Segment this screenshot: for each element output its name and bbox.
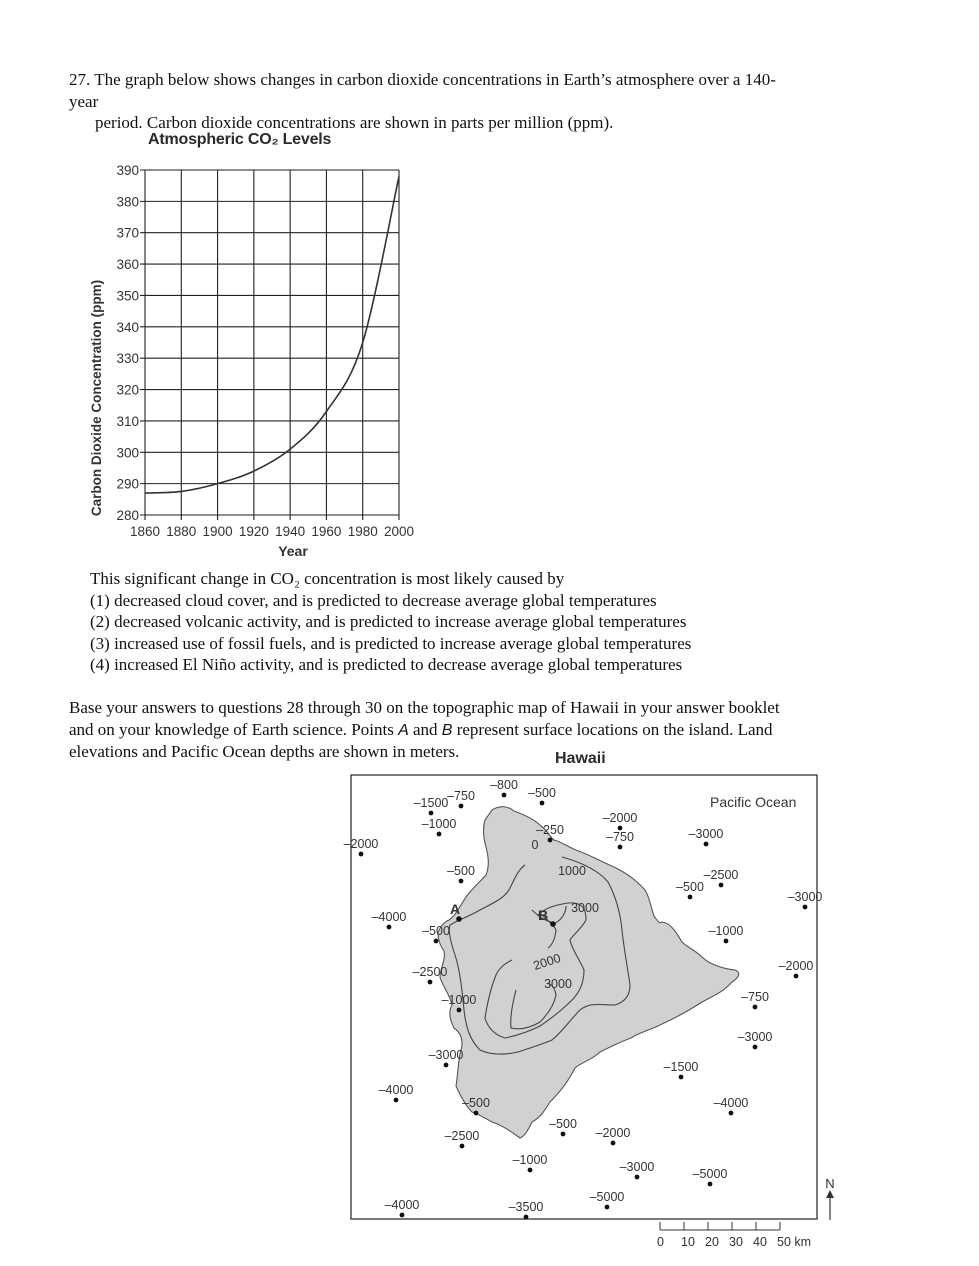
depth-point-label: –750: [606, 830, 634, 844]
passage-line-3: elevations and Pacific Ocean depths are shown in meters.: [69, 742, 460, 761]
chart-title: Atmospheric CO₂ Levels: [148, 131, 332, 148]
depth-point-label: –1000: [421, 817, 457, 831]
x-axis-ticks: [130, 524, 414, 539]
x-tick-label: 1960: [311, 524, 342, 539]
depth-point-label: –2000: [343, 837, 379, 851]
y-tick-label: 370: [116, 225, 139, 241]
depth-point-marker: [429, 811, 434, 816]
passage-28-30: [69, 697, 909, 763]
y-tick-label: 300: [116, 445, 139, 461]
contour-label-3000-south: 3000: [544, 977, 572, 991]
point-a-label: A: [450, 901, 461, 917]
scale-tick-label: 50 km: [777, 1235, 812, 1249]
depth-point-marker: [724, 939, 729, 944]
depth-point-marker: [474, 1111, 479, 1116]
co2-line-chart: [80, 150, 430, 565]
choice-1[interactable]: (1) decreased cloud cover, and is predicted to decrease average global temperatures: [90, 590, 657, 610]
depth-point-label: –3000: [619, 1160, 655, 1174]
depth-point-marker: [561, 1132, 566, 1137]
depth-point-marker: [502, 793, 507, 798]
depth-point-marker: [387, 925, 392, 930]
depth-point-marker: [528, 1168, 533, 1173]
depth-point-label: –3000: [737, 1030, 773, 1044]
scale-tick-label: 40: [753, 1235, 767, 1249]
depth-point-label: –5000: [589, 1190, 625, 1204]
depth-point-marker: [753, 1045, 758, 1050]
point-a-marker: [456, 916, 462, 922]
y-tick-label: 280: [116, 508, 139, 523]
depth-point-marker: [611, 1141, 616, 1146]
depth-point-label: –2500: [444, 1129, 480, 1143]
depth-point-marker: [618, 845, 623, 850]
x-tick-label: 1980: [347, 524, 378, 539]
depth-point-label: –3000: [428, 1048, 464, 1062]
contour-label-1000: 1000: [558, 864, 586, 878]
depth-point-marker: [394, 1098, 399, 1103]
depth-point-label: –800: [490, 778, 518, 792]
depth-point-label: –500: [462, 1096, 490, 1110]
depth-point-marker: [540, 801, 545, 806]
chart-grid: [140, 170, 399, 520]
y-tick-label: 380: [116, 194, 139, 210]
x-axis-label: Year: [278, 543, 308, 559]
depth-point-marker: [635, 1175, 640, 1180]
scale-tick-label: 10: [681, 1235, 695, 1249]
depth-point-marker: [605, 1205, 610, 1210]
depth-point-label: –3000: [688, 827, 724, 841]
x-tick-label: 1940: [275, 524, 306, 539]
depth-point-label: –500: [422, 924, 450, 938]
depth-point-marker: [548, 838, 553, 843]
depth-point-label: –2500: [412, 965, 448, 979]
depth-point-marker: [460, 1144, 465, 1149]
passage-line-1: Base your answers to questions 28 through 30 on the topographic map of Hawaii in your answer booklet: [69, 698, 780, 717]
y-tick-label: 350: [116, 288, 139, 304]
depth-point-marker: [428, 980, 433, 985]
point-b-marker: [550, 921, 556, 927]
y-tick-label: 320: [116, 382, 139, 398]
depth-point-label: –1500: [663, 1060, 699, 1074]
depth-point-marker: [729, 1111, 734, 1116]
depth-point-marker: [459, 804, 464, 809]
depth-point-marker: [400, 1213, 405, 1218]
depth-point-marker: [444, 1063, 449, 1068]
y-tick-label: 340: [116, 319, 139, 335]
depth-point-label: –500: [528, 786, 556, 800]
map-title: Hawaii: [555, 750, 606, 767]
depth-point-marker: [794, 974, 799, 979]
depth-point-marker: [753, 1005, 758, 1010]
depth-point-label: –500: [676, 880, 704, 894]
depth-point-label: –4000: [371, 910, 407, 924]
choice-2[interactable]: (2) decreased volcanic activity, and is predicted to increase average global temperatures: [90, 612, 687, 631]
depth-point-label: –1500: [413, 796, 449, 810]
co2-curve: [145, 176, 399, 493]
depth-point-marker: [719, 883, 724, 888]
depth-point-label: –3500: [508, 1200, 544, 1214]
scale-bar: [657, 1222, 811, 1249]
choice-4[interactable]: (4) increased El Niño activity, and is predicted to decrease average global temperatures: [90, 655, 683, 674]
ocean-label: Pacific Ocean: [710, 794, 797, 810]
x-tick-label: 1860: [129, 524, 161, 539]
scale-tick-label: 30: [729, 1235, 743, 1249]
depth-point-label: –2000: [602, 811, 638, 825]
depth-point-label: –1000: [441, 993, 477, 1007]
depth-point-label: –4000: [713, 1096, 749, 1110]
question-27-stem-line-1: 27. The graph below shows changes in carbon dioxide concentrations in Earth’s atmosphere over a 140-: [69, 70, 776, 89]
x-tick-label: 2000: [383, 524, 415, 539]
depth-point-label: –750: [447, 789, 475, 803]
depth-point-marker: [434, 939, 439, 944]
depth-point-label: –750: [741, 990, 769, 1004]
y-tick-label: 360: [116, 257, 139, 273]
choice-3[interactable]: (3) increased use of fossil fuels, and is predicted to increase average global temperatures: [90, 633, 692, 653]
depth-point-marker: [457, 1008, 462, 1013]
depth-point-label: –5000: [692, 1167, 728, 1181]
depth-point-marker: [679, 1075, 684, 1080]
scale-tick-label: 0: [657, 1235, 664, 1249]
point-b-label: B: [538, 907, 549, 923]
depth-point-marker: [359, 852, 364, 857]
x-tick-label: 1920: [238, 524, 269, 539]
passage-line-2b: and: [408, 719, 442, 739]
question-27-stem: [69, 69, 919, 134]
depth-point-label: –2000: [595, 1126, 631, 1140]
depth-point-marker: [459, 879, 464, 884]
y-axis-label: Carbon Dioxide Concentration (ppm): [89, 279, 104, 517]
x-tick-label: 1880: [166, 524, 197, 539]
depth-point-label: –4000: [378, 1083, 414, 1097]
question-27-choices: [90, 568, 691, 676]
y-tick-label: 330: [116, 351, 139, 367]
question-27-stem-line-2: year: [69, 91, 99, 111]
depth-point-label: –1000: [512, 1153, 548, 1167]
north-arrow-icon: [825, 1176, 834, 1220]
passage-line-2c: represent surface locations on the island. Land: [452, 719, 773, 739]
question-27-stem-line-3: period. Carbon dioxide concentrations are shown in parts per million (ppm).: [95, 113, 614, 132]
depth-point-marker: [524, 1215, 529, 1220]
contour-label-3000-north: 3000: [571, 901, 599, 915]
depth-point-marker: [704, 842, 709, 847]
question-27-prompt: This significant change in CO₂ concentration is most likely caused by: [90, 569, 565, 588]
scale-tick-label: 20: [705, 1235, 719, 1249]
depth-point-label: –500: [549, 1117, 577, 1131]
depth-point-marker: [688, 895, 693, 900]
depth-point-label: –2000: [778, 959, 814, 973]
contour-label-0: 0: [531, 838, 539, 852]
depth-point-label: –3000: [787, 890, 823, 904]
depth-point-label: –250: [536, 823, 564, 837]
y-axis-ticks: [116, 163, 139, 523]
depth-point-marker: [437, 832, 442, 837]
y-tick-label: 310: [116, 413, 139, 429]
y-tick-label: 390: [116, 163, 139, 178]
depth-point-marker: [803, 905, 808, 910]
depth-point-label: –4000: [384, 1198, 420, 1212]
x-tick-label: 1900: [202, 524, 233, 539]
depth-point-label: –2500: [703, 868, 739, 882]
depth-point-marker: [708, 1182, 713, 1187]
north-label: N: [825, 1176, 835, 1191]
point-a-ref: A: [398, 721, 409, 739]
contour-label-2000: 2000: [531, 951, 563, 973]
point-b-ref: B: [441, 721, 453, 739]
y-tick-label: 290: [116, 476, 139, 492]
passage-line-2a: and on your knowledge of Earth science. Points: [69, 719, 399, 739]
hawaii-topographic-map: [340, 770, 860, 1260]
depth-point-label: –1000: [708, 924, 744, 938]
depth-point-label: –500: [447, 864, 475, 878]
